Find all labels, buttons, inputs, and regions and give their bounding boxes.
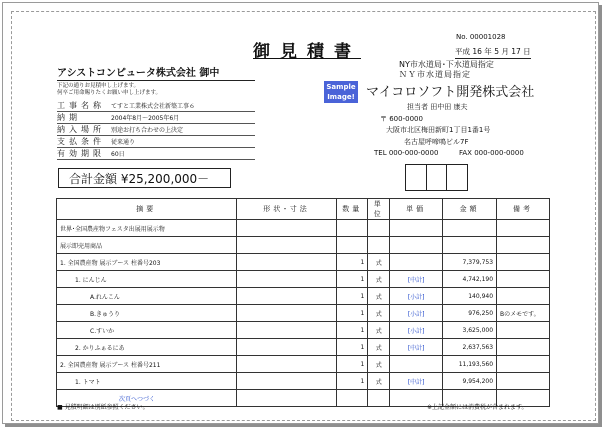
- detail-underline: [57, 111, 255, 112]
- row-description: 展示即売用商品: [57, 237, 237, 254]
- stamp-box: [447, 165, 467, 190]
- table-row: [57, 237, 550, 254]
- table-row: 1. トマト 1 式 [中計] 9,954,200: [57, 373, 550, 390]
- detail-value-delivery-place: 別途お打ち合わせの上決定: [111, 127, 184, 134]
- row-description: 1. 全国農産物 展示ブース 柱番号203: [57, 254, 237, 271]
- issuer-zip: 〒 600-0000: [380, 115, 423, 123]
- logo-text-2: Image!: [327, 93, 355, 101]
- next-page-link: 次頁へつづく: [57, 390, 237, 407]
- detail-label-payment: 支払条件: [57, 137, 105, 146]
- issuer-project-line-1: NY市水道局･下水道局指定: [399, 60, 494, 69]
- row-description: A.れんこん: [57, 288, 237, 305]
- footer-note-left: ■ 見積明細は別紙参照ください。: [57, 404, 149, 411]
- row-description: B.きゅうり: [57, 305, 237, 322]
- detail-label-delivery-period: 納期: [57, 113, 81, 122]
- issuer-address-1: 大阪市北区梅田新町1丁目1番1号: [386, 126, 491, 134]
- detail-value-project: てすと工業株式会社新築工事６: [111, 103, 196, 110]
- logo-text-1: Sample: [326, 83, 356, 91]
- header-description: 摘要: [57, 199, 237, 220]
- footer-note-right: ※上記金額には消費税が含まれます。: [427, 404, 528, 411]
- detail-label-project: 工事名称: [57, 101, 105, 110]
- detail-value-validity: 60日: [111, 151, 125, 158]
- row-description: 2. 全国農産物 展示ブース 柱番号211: [57, 356, 237, 373]
- document-title: 御見積書: [253, 42, 361, 62]
- stamp-box: [427, 165, 448, 190]
- row-description: 2. かりふぁるにあ: [57, 339, 237, 356]
- detail-label-validity: 有効期限: [57, 149, 105, 158]
- table-row: 2. かりふぁるにあ 1 式 [中計] 2,637,563: [57, 339, 550, 356]
- issuer-address-2: 名古屋呼啼鳴ビル7F: [404, 138, 469, 146]
- issuer-person: 担当者 田中田 康夫: [407, 103, 468, 111]
- greeting-line-1: 下記の通りお見積申し上げます。: [57, 83, 140, 89]
- line-items-table: [56, 198, 550, 407]
- table-row: [57, 220, 550, 237]
- header-amount: 金額: [443, 199, 497, 220]
- client-name: アシストコンピュータ株式会社 御中: [57, 64, 255, 81]
- header-unit-price: 単価: [390, 199, 443, 220]
- detail-label-delivery-place: 納入場所: [57, 125, 105, 134]
- row-description: 1. トマト: [57, 373, 237, 390]
- greeting-line-2: 何卒ご用命賜りたくお願い申し上げます。: [57, 90, 162, 96]
- row-description: 1. にんじん: [57, 271, 237, 288]
- header-unit: 単位: [368, 199, 390, 220]
- issuer-company-name: マイコロソフト開発株式会社: [366, 85, 535, 100]
- company-logo: [324, 81, 358, 103]
- detail-value-payment: 従来通り: [111, 139, 136, 146]
- estimate-sheet: [2, 2, 599, 424]
- document-date: 平成 16 年 5 月 17 日: [455, 46, 531, 59]
- table-header-row: [57, 199, 550, 220]
- table-row: 2. 全国農産物 展示ブース 柱番号211 1 式 11,193,560: [57, 356, 550, 373]
- header-quantity: 数量: [337, 199, 368, 220]
- table-row: 1. にんじん 1 式 [中計] 4,742,190: [57, 271, 550, 288]
- header-dimensions: 形状･寸法: [236, 199, 337, 220]
- row-description: 世界･全国農産物フェスタ出展用展示物: [57, 220, 237, 237]
- table-row: C.すいか 1 式 [小計] 3,625,000: [57, 322, 550, 339]
- header-note: 備考: [497, 199, 550, 220]
- issuer-fax: FAX 000-000-0000: [459, 149, 524, 157]
- stamp-box: [406, 165, 427, 190]
- detail-underline: [57, 159, 255, 160]
- table-row: 1. 全国農産物 展示ブース 柱番号203 1 式 7,379,753: [57, 254, 550, 271]
- document-number: No. 00001028: [456, 33, 506, 41]
- row-description: C.すいか: [57, 322, 237, 339]
- total-amount: 合計金額 ¥25,200,000－: [58, 168, 231, 188]
- detail-value-delivery-period: 2004年8月～2005年6月: [111, 115, 180, 122]
- approval-stamp-boxes: [405, 164, 468, 191]
- issuer-project-line-2: ＮＹ市水道局指定: [399, 70, 471, 79]
- issuer-tel: TEL 000-000-0000: [374, 149, 439, 157]
- table-row: A.れんこん 1 式 [小計] 140,940: [57, 288, 550, 305]
- table-row: B.きゅうり 1 式 [小計] 976,250 Bのメモです。: [57, 305, 550, 322]
